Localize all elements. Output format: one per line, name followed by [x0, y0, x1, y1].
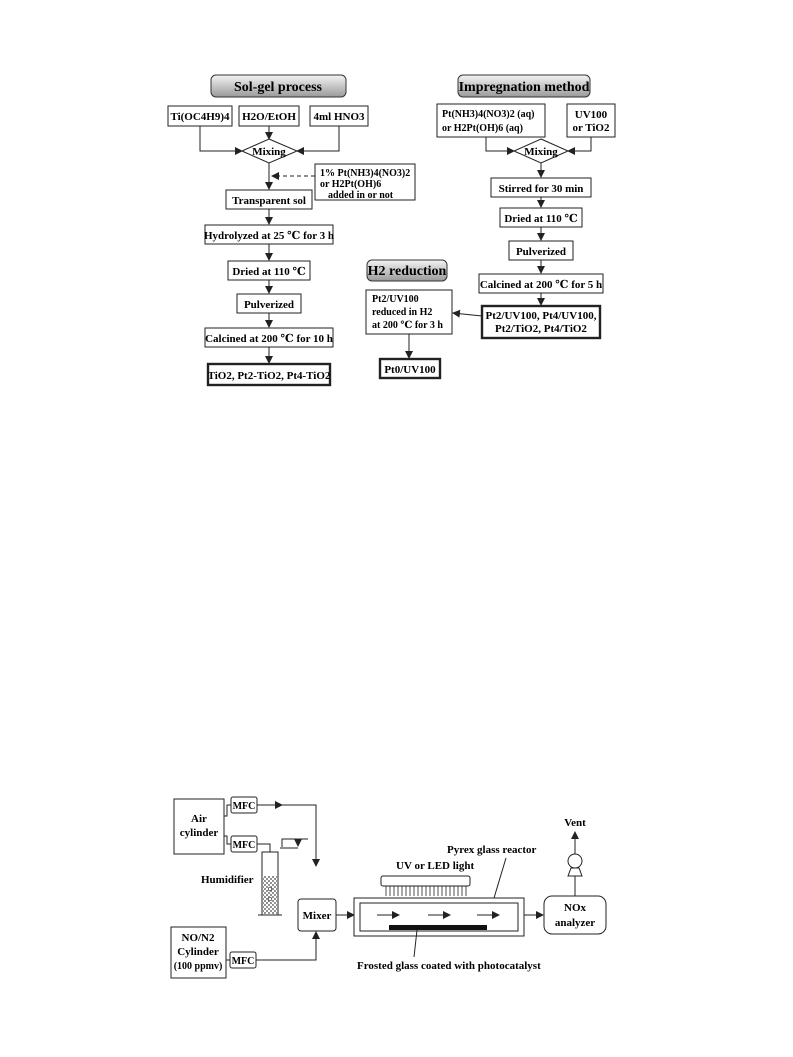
- pt-note-line-2: or H2Pt(OH)6: [320, 179, 382, 190]
- no-cylinder-label-3: (100 ppmv): [173, 961, 223, 972]
- mixing-label: Mixing: [252, 146, 286, 158]
- support-line-1: UV100: [574, 109, 608, 121]
- h2-reduction-header: H2 reduction: [367, 264, 447, 279]
- mfc-1-label: MFC: [232, 801, 256, 812]
- reduction-step-line-1: Pt2/UV100: [372, 294, 419, 305]
- reduction-step-line-3: at 200 ℃ for 3 h: [372, 320, 443, 331]
- impregnation-flowchart: [437, 75, 615, 338]
- mixer-label: Mixer: [302, 910, 332, 922]
- sol-gel-header: Sol-gel process: [233, 80, 323, 95]
- nox-analyzer-label-2: analyzer: [554, 917, 596, 929]
- humidifier-label: Humidifier: [201, 874, 254, 886]
- frosted-glass-label: Frosted glass coated with photocatalyst: [357, 960, 541, 972]
- sol-gel-product: TiO2, Pt2-TiO2, Pt4-TiO2: [207, 370, 331, 382]
- no-cylinder-label-2: Cylinder: [177, 946, 219, 958]
- impregnation-product-line-1: Pt2/UV100, Pt4/UV100,: [485, 310, 597, 322]
- h2-reduction-flowchart: [366, 260, 482, 378]
- pt-source-line-2: or H2Pt(OH)6 (aq): [442, 123, 523, 134]
- light-rays: [386, 886, 466, 896]
- pt-note-line-3: added in or not: [328, 190, 394, 201]
- impregnation-calcined-step: Calcined at 200 ℃ for 5 h: [479, 279, 603, 291]
- pulverized-step: Pulverized: [243, 299, 295, 311]
- air-cylinder-label-1: Air: [191, 813, 207, 825]
- vent-label: Vent: [564, 817, 586, 829]
- impregnation-header: Impregnation method: [458, 80, 590, 95]
- no-cylinder-label-1: NO/N2: [181, 932, 215, 944]
- humidifier-water: [263, 876, 277, 914]
- nox-analyzer-label-1: NOx: [564, 902, 586, 914]
- hydrolyzed-step: Hydrolyzed at 25 ℃ for 3 h: [203, 230, 335, 242]
- impregnation-dried-step: Dried at 110 ℃: [504, 213, 578, 225]
- pt-source-line-1: Pt(NH3)4(NO3)2 (aq): [442, 109, 535, 120]
- frosted-glass-plate: [389, 925, 487, 930]
- apparatus-diagram: [171, 797, 606, 978]
- impregnation-mixing-label: Mixing: [524, 146, 558, 158]
- precursor-acid: 4ml HNO3: [313, 111, 365, 123]
- pump-icon: [568, 868, 582, 876]
- pt-note-line-1: 1% Pt(NH3)4(NO3)2: [320, 168, 411, 179]
- light-label: UV or LED light: [396, 860, 475, 872]
- dried-step: Dried at 110 ℃: [232, 266, 306, 278]
- support-line-2: or TiO2: [572, 122, 610, 134]
- air-cylinder-label-2: cylinder: [179, 827, 219, 839]
- mfc-3-label: MFC: [231, 956, 255, 967]
- reduction-step-line-2: reduced in H2: [372, 307, 433, 318]
- impregnation-product-line-2: Pt2/TiO2, Pt4/TiO2: [495, 323, 587, 335]
- pump-head-icon: [568, 854, 582, 868]
- reduction-product: Pt0/UV100: [384, 364, 436, 376]
- sol-gel-flowchart: [168, 75, 415, 385]
- transparent-sol: Transparent sol: [232, 195, 306, 207]
- stirred-step: Stirred for 30 min: [498, 183, 584, 195]
- calcined-step: Calcined at 200 ℃ for 10 h: [205, 333, 333, 345]
- impregnation-pulverized-step: Pulverized: [515, 246, 567, 258]
- precursor-water: H2O/EtOH: [242, 111, 296, 123]
- precursor-ti: Ti(OC4H9)4: [170, 111, 230, 123]
- reactor-label: Pyrex glass reactor: [447, 844, 537, 856]
- mfc-2-label: MFC: [232, 840, 256, 851]
- uv-lamp: [381, 876, 470, 886]
